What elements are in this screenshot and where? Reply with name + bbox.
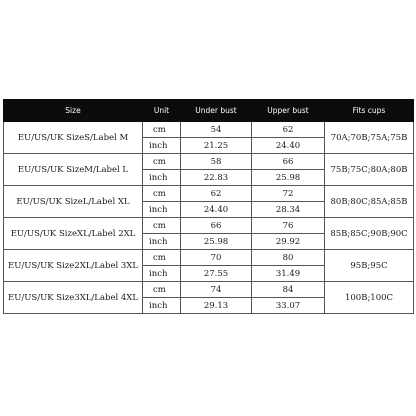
upper-bust-inch: 31.49 <box>252 266 325 282</box>
size-label: EU/US/UK SizeM/Label L <box>4 154 143 186</box>
under-bust-cm: 70 <box>181 250 252 266</box>
under-bust-inch: 29.13 <box>181 298 252 314</box>
under-bust-inch: 21.25 <box>181 138 252 154</box>
header-unit: Unit <box>143 100 181 122</box>
unit-cm: cm <box>143 122 181 138</box>
fits-cups: 75B;75C;80A;80B <box>325 154 414 186</box>
table-row <box>4 154 414 170</box>
upper-bust-inch: 24.40 <box>252 138 325 154</box>
size-label: EU/US/UK SizeS/Label M <box>4 122 143 154</box>
unit-inch: inch <box>143 234 181 250</box>
table-row <box>4 250 414 266</box>
unit-inch: inch <box>143 298 181 314</box>
size-label: EU/US/UK SizeL/Label XL <box>4 186 143 218</box>
upper-bust-cm: 80 <box>252 250 325 266</box>
header-upper-bust: Upper bust <box>252 100 325 122</box>
under-bust-cm: 58 <box>181 154 252 170</box>
under-bust-cm: 54 <box>181 122 252 138</box>
unit-cm: cm <box>143 218 181 234</box>
header-row <box>4 100 414 122</box>
table-row <box>4 122 414 138</box>
size-label: EU/US/UK Size3XL/Label 4XL <box>4 282 143 314</box>
size-label: EU/US/UK Size2XL/Label 3XL <box>4 250 143 282</box>
header-size: Size <box>4 100 143 122</box>
fits-cups: 80B;80C;85A;85B <box>325 186 414 218</box>
unit-cm: cm <box>143 186 181 202</box>
fits-cups: 100B;100C <box>325 282 414 314</box>
under-bust-inch: 24.40 <box>181 202 252 218</box>
fits-cups: 70A;70B;75A;75B <box>325 122 414 154</box>
upper-bust-cm: 66 <box>252 154 325 170</box>
fits-cups: 95B;95C <box>325 250 414 282</box>
unit-inch: inch <box>143 266 181 282</box>
header-under-bust: Under bust <box>181 100 252 122</box>
upper-bust-inch: 25.98 <box>252 170 325 186</box>
unit-cm: cm <box>143 250 181 266</box>
upper-bust-cm: 84 <box>252 282 325 298</box>
unit-inch: inch <box>143 170 181 186</box>
header-fits-cups: Fits cups <box>325 100 414 122</box>
upper-bust-inch: 29.92 <box>252 234 325 250</box>
unit-inch: inch <box>143 138 181 154</box>
upper-bust-inch: 28.34 <box>252 202 325 218</box>
under-bust-inch: 27.55 <box>181 266 252 282</box>
table-row <box>4 218 414 234</box>
upper-bust-cm: 62 <box>252 122 325 138</box>
size-label: EU/US/UK SizeXL/Label 2XL <box>4 218 143 250</box>
unit-cm: cm <box>143 282 181 298</box>
under-bust-cm: 74 <box>181 282 252 298</box>
table-row <box>4 282 414 298</box>
under-bust-cm: 66 <box>181 218 252 234</box>
fits-cups: 85B;85C;90B;90C <box>325 218 414 250</box>
under-bust-inch: 22.83 <box>181 170 252 186</box>
unit-cm: cm <box>143 154 181 170</box>
unit-inch: inch <box>143 202 181 218</box>
under-bust-inch: 25.98 <box>181 234 252 250</box>
size-chart-table <box>3 99 414 314</box>
table-row <box>4 186 414 202</box>
under-bust-cm: 62 <box>181 186 252 202</box>
upper-bust-inch: 33.07 <box>252 298 325 314</box>
upper-bust-cm: 72 <box>252 186 325 202</box>
upper-bust-cm: 76 <box>252 218 325 234</box>
